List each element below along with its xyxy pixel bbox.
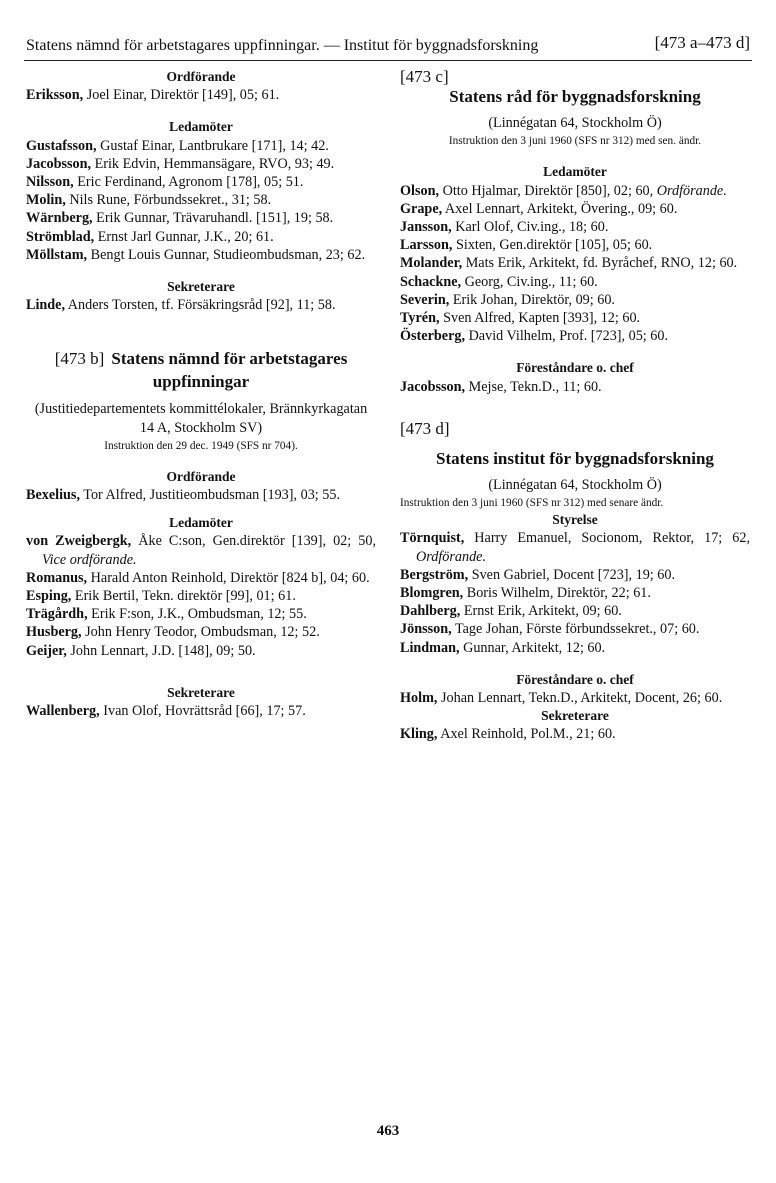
section-number: [473 d] <box>400 418 450 438</box>
entry-details: Åke C:son, Gen.direktör [139], 02; 50, <box>131 533 376 550</box>
entry-details: Joel Einar, Direktör [149], 05; 61. <box>83 87 280 104</box>
entry-details: Axel Reinhold, Pol.M., 21; 60. <box>437 726 616 743</box>
role-heading: Föreståndare o. chef <box>516 671 634 687</box>
entry-list <box>26 532 376 659</box>
section-instruction: Instruktion den 29 dec. 1949 (SFS nr 704). <box>104 439 298 452</box>
entry-list <box>400 725 750 743</box>
entry <box>26 569 376 587</box>
entry-name: Nilsson, <box>26 174 74 191</box>
entry <box>400 566 750 584</box>
entry-name: Severin, <box>400 291 450 308</box>
section-title: Statens råd för byggnadsforskning <box>449 87 701 107</box>
entry-details: Anders Torsten, tf. Försäkringsråd [92], 11; 58. <box>65 297 336 314</box>
entry-name: Tyrén, <box>400 310 440 327</box>
entry-details: Ernst Jarl Gunnar, J.K., 20; 61. <box>94 228 274 245</box>
entry-details: Gunnar, Arkitekt, 12; 60. <box>459 639 606 656</box>
entry-name: Kling, <box>400 726 438 743</box>
entry <box>400 291 750 309</box>
entry-name: Jacobsson, <box>26 155 92 172</box>
entry-name: Strömblad, <box>26 228 95 245</box>
entry-details: Erik Edvin, Hemmansägare, RVO, 93; 49. <box>91 155 335 172</box>
entry-details: Karl Olof, Civ.ing., 18; 60. <box>451 219 609 236</box>
section-address: (Justitiedepartementets kommittélokaler, Brännkyrkagatan 14 A, Stockholm SV) <box>34 401 368 436</box>
role-heading: Ledamöter <box>169 515 233 531</box>
role-heading: Sekreterare <box>167 279 235 295</box>
entry-name: Holm, <box>400 690 438 707</box>
section-473d <box>400 420 750 744</box>
entry <box>400 327 750 345</box>
section-address: (Linnégatan 64, Stockholm Ö) <box>488 115 662 132</box>
entry <box>400 254 750 272</box>
page-number: 463 <box>376 1123 400 1139</box>
entry-list <box>400 182 750 346</box>
entry-name: Schackne, <box>400 273 462 290</box>
entry-name: Trägårdh, <box>26 606 88 623</box>
entry-name: Gustafsson, <box>26 137 97 154</box>
entry <box>400 200 750 218</box>
entry <box>400 309 750 327</box>
entry-details: Sixten, Gen.direktör [105], 05; 60. <box>452 237 653 254</box>
entry-name: Larsson, <box>400 237 453 254</box>
entry <box>26 605 376 623</box>
entry-details: Otto Hjalmar, Direktör [850], 02; 60, <box>439 182 657 199</box>
entry-list <box>400 529 750 656</box>
entry-name: Bergström, <box>400 566 469 583</box>
header-rule <box>24 60 752 61</box>
role-heading: Sekreterare <box>541 708 609 724</box>
entry-details: Ivan Olof, Hovrättsråd [66], 17; 57. <box>99 703 306 720</box>
entry-list <box>26 296 376 314</box>
entry <box>26 642 376 660</box>
entry-details: Erik Bertil, Tekn. direktör [99], 01; 61. <box>71 588 296 605</box>
entry-details: Sven Gabriel, Docent [723], 19; 60. <box>468 566 676 583</box>
entry-name: Romanus, <box>26 569 88 586</box>
entry-name: Jansson, <box>400 219 452 236</box>
entry <box>26 209 376 227</box>
entry-name: Geijer, <box>26 642 67 659</box>
section-instruction: Instruktion den 3 juni 1960 (SFS nr 312) med senare ändr. <box>400 497 664 510</box>
entry-details: Axel Lennart, Arkitekt, Övering., 09; 60. <box>442 200 678 217</box>
entry <box>26 532 376 568</box>
entry-details: Sven Alfred, Kapten [393], 12; 60. <box>439 310 641 327</box>
role-heading: Ordförande <box>166 468 236 484</box>
entry-details: Gustaf Einar, Lantbrukare [171], 14; 42. <box>96 137 329 154</box>
entry <box>400 182 750 200</box>
entry-name: Grape, <box>400 200 443 217</box>
role-heading: Sekreterare <box>167 684 235 700</box>
entry <box>26 702 376 720</box>
role-heading: Ordförande <box>166 69 236 84</box>
entry-name: Wärnberg, <box>26 210 93 227</box>
entry-details: Mats Erik, Arkitekt, fd. Byråchef, RNO, 12; 60. <box>462 255 738 272</box>
entry-details: Georg, Civ.ing., 11; 60. <box>461 273 598 290</box>
entry <box>400 529 750 565</box>
entry-details: Tage Johan, Förste förbundssekret., 07; 60. <box>451 621 700 638</box>
entry <box>26 228 376 246</box>
entry-name: Linde, <box>26 297 66 314</box>
entry-details: Tor Alfred, Justitieombudsman [193], 03; 55. <box>80 487 341 504</box>
role-heading: Ledamöter <box>543 164 607 180</box>
entry <box>26 137 376 155</box>
entry-details: Bengt Louis Gunnar, Studieombudsman, 23; 62. <box>87 246 366 263</box>
entry-name: Molander, <box>400 255 463 272</box>
section-title: Statens nämnd för arbetstagares uppfinningar <box>111 349 348 392</box>
entry-details: Nils Rune, Förbundssekret., 31; 58. <box>65 192 272 209</box>
entry <box>400 218 750 236</box>
entry <box>400 602 750 620</box>
entry <box>400 273 750 291</box>
section-473b <box>26 348 376 720</box>
entry-name: Eriksson, <box>26 87 84 104</box>
section-title: Statens institut för byggnadsforskning <box>436 449 714 469</box>
entry-details: John Lennart, J.D. [148], 09; 50. <box>66 642 256 659</box>
entry <box>26 587 376 605</box>
entry-name: Molin, <box>26 192 66 209</box>
entry <box>26 86 376 104</box>
entry-name: Jacobsson, <box>400 378 466 395</box>
entry-details: Ernst Erik, Arkitekt, 09; 60. <box>460 603 622 620</box>
role-heading: Styrelse <box>552 512 598 528</box>
entry <box>400 639 750 657</box>
entry <box>26 246 376 264</box>
entry-name: Blomgren, <box>400 585 464 602</box>
entry <box>26 173 376 191</box>
entry <box>26 296 376 314</box>
section-number: [473 b] <box>54 349 105 369</box>
running-header-section-range: [473 a–473 d] <box>654 33 750 52</box>
left-column <box>26 68 376 720</box>
entry-name: von Zweigbergk, <box>26 533 132 550</box>
entry <box>400 620 750 638</box>
entry-name: Lindman, <box>400 639 460 656</box>
entry-name: Törnquist, <box>400 530 465 547</box>
entry <box>400 378 750 396</box>
entry-list <box>26 702 376 720</box>
entry-list <box>26 86 376 104</box>
entry-details: Harald Anton Reinhold, Direktör [824 b], 04; 60. <box>87 569 370 586</box>
entry <box>26 623 376 641</box>
entry-name: Wallenberg, <box>26 703 100 720</box>
entry <box>400 725 750 743</box>
entry-name: Österberg, <box>400 328 466 345</box>
entry-details: Erik Gunnar, Trävaruhandl. [151], 19; 58. <box>92 210 334 227</box>
entry-list <box>400 689 750 707</box>
entry-role-note: Ordförande. <box>416 548 487 565</box>
section-473c <box>400 68 750 396</box>
role-heading: Föreståndare o. chef <box>516 360 634 376</box>
entry-details: Harry Emanuel, Socionom, Rektor, 17; 62, <box>464 530 750 547</box>
entry-name: Husberg, <box>26 624 82 641</box>
entry <box>400 584 750 602</box>
entry-name: Möllstam, <box>26 246 88 263</box>
entry <box>400 689 750 707</box>
entry <box>26 486 376 504</box>
entry-list <box>26 486 376 504</box>
entry-details: Eric Ferdinand, Agronom [178], 05; 51. <box>73 174 304 191</box>
entry-role-note: Ordförande. <box>656 182 727 199</box>
entry-details: Erik F:son, J.K., Ombudsman, 12; 55. <box>87 606 307 623</box>
entry-list <box>400 378 750 396</box>
entry <box>400 236 750 254</box>
entry-name: Bexelius, <box>26 487 80 504</box>
entry-details: Johan Lennart, Tekn.D., Arkitekt, Docent, 26; 60. <box>437 690 723 707</box>
role-heading: Ledamöter <box>169 119 233 135</box>
section-address: (Linnégatan 64, Stockholm Ö) <box>488 477 662 494</box>
entry-details: Boris Wilhelm, Direktör, 22; 61. <box>463 585 651 602</box>
right-column <box>400 68 750 744</box>
entry-name: Dahlberg, <box>400 603 461 620</box>
entry-details: Mejse, Tekn.D., 11; 60. <box>465 378 602 395</box>
entry-name: Olson, <box>400 182 440 199</box>
entry <box>26 191 376 209</box>
entry-details: Erik Johan, Direktör, 09; 60. <box>449 291 615 308</box>
entry-role-note: Vice ordförande. <box>42 551 137 568</box>
entry-list <box>26 137 376 264</box>
entry-details: John Henry Teodor, Ombudsman, 12; 52. <box>81 624 320 641</box>
entry-name: Esping, <box>26 588 72 605</box>
section-number: [473 c] <box>400 67 449 86</box>
entry-details: David Vilhelm, Prof. [723], 05; 60. <box>465 328 669 345</box>
running-header-title: Statens nämnd för arbetstagares uppfinningar. — Institut för byggnadsforskning <box>26 37 539 54</box>
entry <box>26 155 376 173</box>
running-header <box>26 33 750 57</box>
section-instruction: Instruktion den 3 juni 1960 (SFS nr 312) med sen. ändr. <box>448 135 702 148</box>
entry-name: Jönsson, <box>400 621 452 638</box>
